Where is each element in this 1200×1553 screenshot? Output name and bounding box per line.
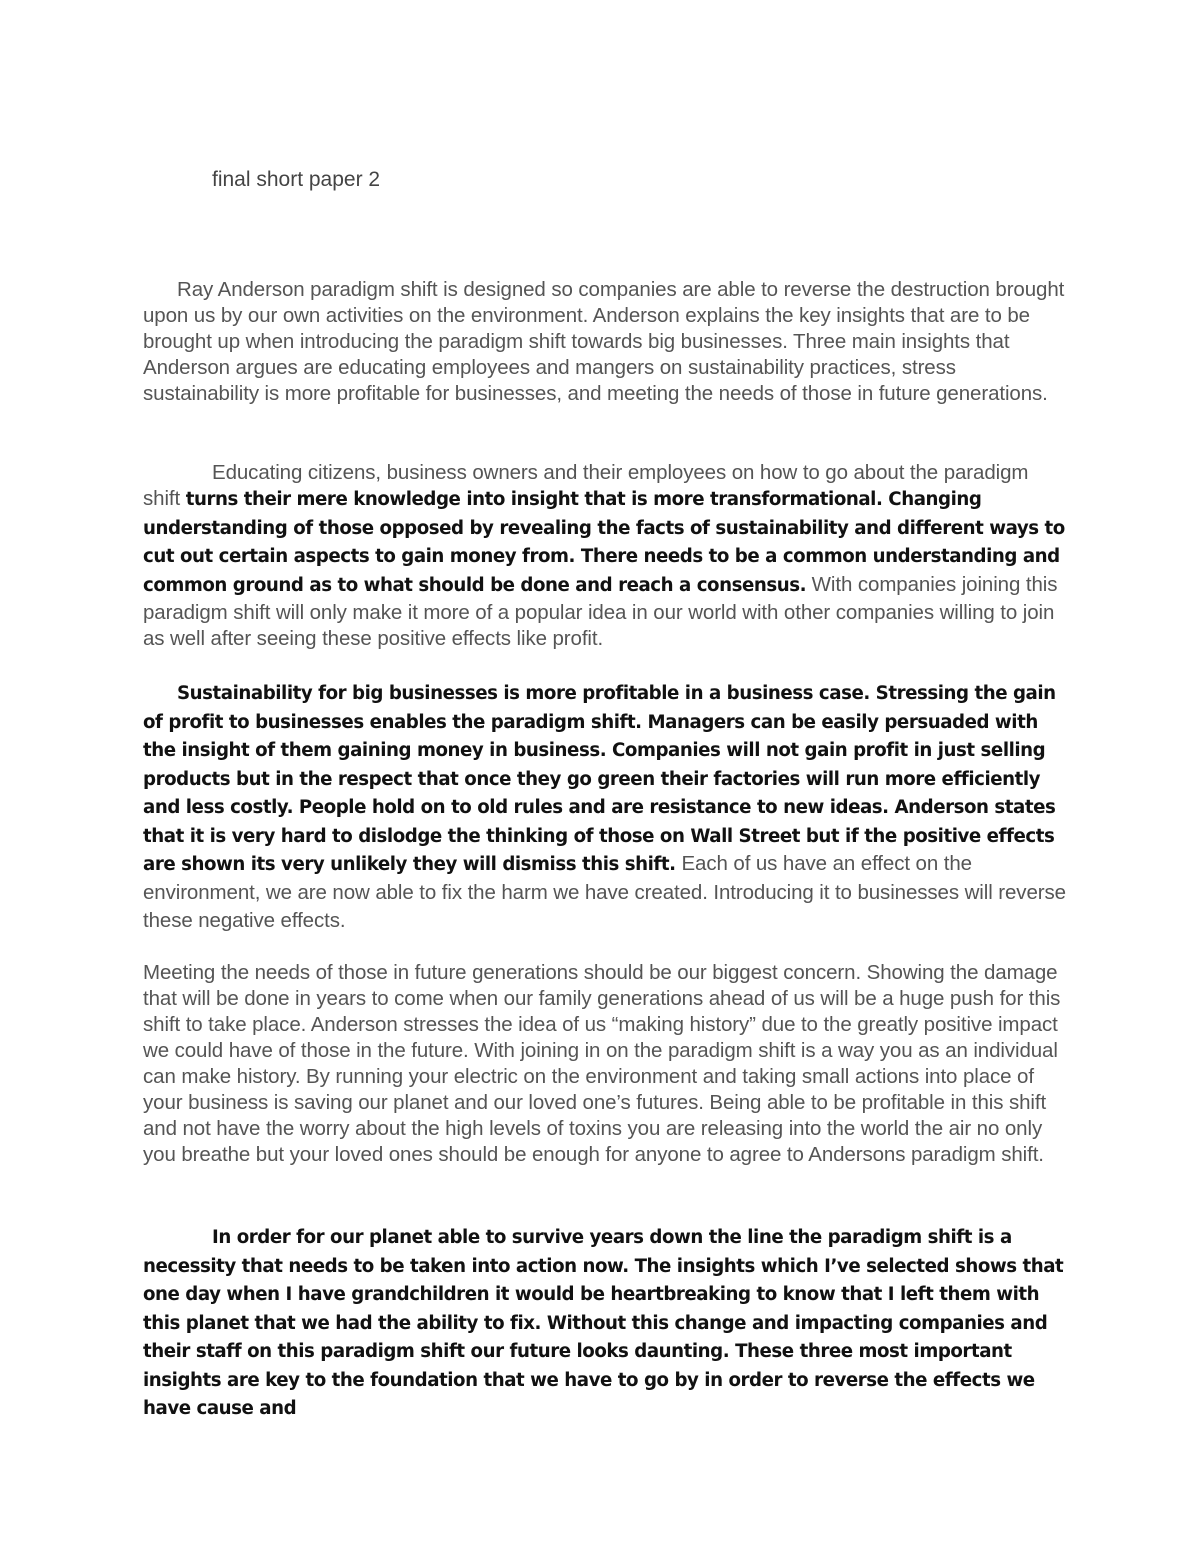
paragraph-conclusion-bold: In order for our planet able to survive years down the line the paradigm shift is a necessity that needs to be taken into action now. The insights which I’ve selected shows that one day when I have grandchildren it would be heartbreaking to know that I left them with this planet that we had the ability to fix. Without this change and impacting companies and their staff on this paradigm shift our future looks daunting. These three most important insights are key to the foundation that we have to go by in order to reverse the effects we have cause and [143,1227,1064,1419]
paragraph-future-generations-text: Meeting the needs of those in future generations should be our biggest concern. Showing the damage that will be done in years to come when our family generations ahead of us will be a huge push for this shift to take place. Anderson stresses the idea of us “making history” due to the greatly positive impact we could have of those in the future. With joining in on the paradigm shift is a way you as an individual can make history. By running your electric on the environment and taking small actions into place of your business is saving our planet and our loved one’s futures. Being able to be profitable in this shift and not have the worry about the high levels of toxins you are releasing into the world the air no only you breathe but your loved ones should be enough for anyone to agree to Andersons paradigm shift. [143,961,1061,1166]
paragraph-future-generations [143,960,1068,1168]
paragraph-profitability-bold: Sustainability for big businesses is more profitable in a business case. Stressing the gain of profit to businesses enables the paradigm shift. Managers can be easily persuaded with the insight of them gaining money in business. Companies will not gain profit in just selling products but in the respect that once they go green their factories will run more efficiently and less costly. People hold on to old rules and are resistance to new ideas. Anderson states that it is very hard to dislodge the thinking of those on Wall Street but if the positive effects are shown its very unlikely they will dismiss this shift. [143,683,1056,875]
paragraph-intro-text: Ray Anderson paradigm shift is designed so companies are able to reverse the destruction brought upon us by our own activities on the environment. Anderson explains the key insights that are to be brought up when introducing the paradigm shift towards big businesses. Three main insights that Anderson argues are educating employees and mangers on sustainability practices, stress sustainability is more profitable for businesses, and meeting the needs of those in future generations. [143,278,1065,405]
paragraph-educating [143,460,1068,652]
paragraph-conclusion [143,1224,1068,1424]
paragraph-educating-lead: Educating citizens, business owners and their employees on how to go about the paradigm shift [143,461,1029,510]
paragraph-intro [143,277,1068,407]
document-title: final short paper 2 [212,168,381,191]
paragraph-profitability-tail: Each of us have an effect on the environment, we are now able to fix the harm we have created. Introducing it to businesses will reverse these negative effects. [143,852,1066,932]
paragraph-educating-bold: turns their mere knowledge into insight that is more transformational. Changing understanding of those opposed by revealing the facts of sustainability and different ways to cut out certain aspects to gain money from. There needs to be a common understanding and common ground as to what should be done and reach a consensus. [143,489,1065,596]
paragraph-profitability [143,680,1068,937]
paragraph-educating-tail: With companies joining this paradigm shift will only make it more of a popular idea in our world with other companies willing to join as well after seeing these positive effects like profit. [143,572,1058,650]
